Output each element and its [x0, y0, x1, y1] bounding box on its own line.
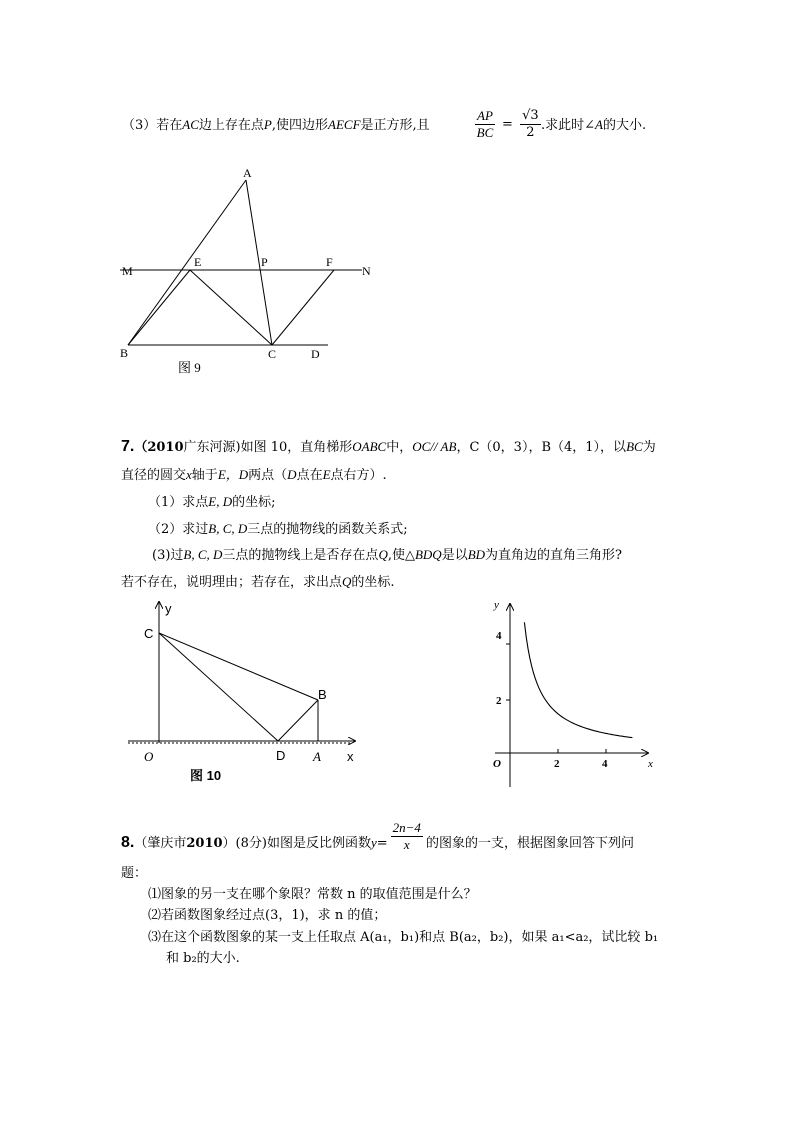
q8-part1: ⑴图象的另一支在哪个象限？常数 n 的取值范围是什么？: [148, 887, 477, 902]
q6-part3-line: （3）若在AC边上存在点P,使四边形AECF是正方形,且: [122, 117, 430, 133]
label-f: F: [326, 255, 333, 269]
segment-ac: [246, 180, 272, 345]
q8-line2: 题：: [121, 866, 148, 881]
segment-ab: [128, 180, 246, 345]
q8-part3-line2: 和 b₂的大小.: [166, 951, 240, 966]
fig10-label-o: O: [144, 749, 154, 764]
label-m: M: [122, 264, 133, 278]
label-p: P: [261, 255, 268, 269]
label-c: C: [268, 347, 277, 361]
graph-label-x: x: [648, 758, 653, 770]
graph-tick-label-4-x: 4: [602, 758, 608, 770]
segment-cb: [159, 633, 318, 700]
q7-part2: （2）求过B, C, D三点的抛物线的函数关系式;: [148, 521, 408, 537]
q7-line1: 7.（2010广东河源)如图 10，直角梯形OABC中，OC// AB，C（0，3），B（4，1），以BC为: [121, 438, 656, 455]
graph-tick-label-2-x: 2: [554, 758, 560, 770]
label-n: N: [362, 264, 371, 278]
figure-10-caption: 图 10: [190, 768, 222, 783]
label-d: D: [311, 347, 320, 361]
reciprocal-graph: [480, 592, 660, 792]
fig10-label-a: A: [313, 749, 321, 764]
q7-part3-line2: 若不存在，说明理由；若存在，求出点Q的坐标.: [121, 574, 395, 590]
graph-label-y: y: [494, 599, 499, 611]
segment-fc: [272, 270, 334, 345]
q7-part3: (3)过B, C, D三点的抛物线上是否存在点Q,使△BDQ是以BD为直角边的直角三角形?: [152, 547, 623, 563]
q6-fraction-ap-bc: $\frac{AP}{BC}$ = $\frac{√3}{2}$: [476, 108, 539, 140]
label-a: A: [243, 166, 252, 180]
graph-tick-label-4-y: 4: [496, 630, 502, 642]
graph-label-origin: O: [493, 758, 501, 770]
fig10-label-c: C: [144, 626, 154, 641]
figure-9-caption: 图 9: [178, 360, 201, 375]
segment-cd: [159, 633, 278, 741]
segment-eb: [128, 270, 190, 345]
graph-tick-label-2-y: 2: [496, 695, 502, 707]
q7-line2: 直径的圆交x轴于E，D两点（D点在E点右方）.: [121, 467, 387, 483]
q8-part2: ⑵若函数图象经过点(3，1)，求 n 的值；: [148, 908, 387, 923]
fig10-label-x: x: [347, 749, 354, 764]
label-b: B: [120, 346, 129, 360]
q8-line1: 8.（肇庆市2010）(8分)如图是反比例函数y= $\frac{2n-4}{x}$ 的图象的一支，根据图象回答下列问: [121, 820, 634, 852]
hyperbola-curve: [524, 622, 632, 737]
segment-ec: [190, 270, 272, 345]
q7-part1: （1）求点E, D的坐标;: [148, 494, 276, 510]
segment-db: [278, 700, 318, 741]
figure-10: [120, 598, 370, 790]
fig10-label-y: y: [165, 601, 172, 616]
fig10-label-d: D: [276, 748, 286, 763]
q8-part3: ⑶在这个函数图象的某一支上任取点 A(a₁，b₁)和点 B(a₂，b₂)，如果 a₁<a₂，试比较 b₁: [148, 930, 659, 945]
fig10-label-b: B: [318, 687, 327, 702]
q6-part3-suffix: .求此时∠A的大小.: [541, 117, 647, 133]
label-e: E: [194, 255, 202, 269]
figure-9: [110, 160, 390, 380]
